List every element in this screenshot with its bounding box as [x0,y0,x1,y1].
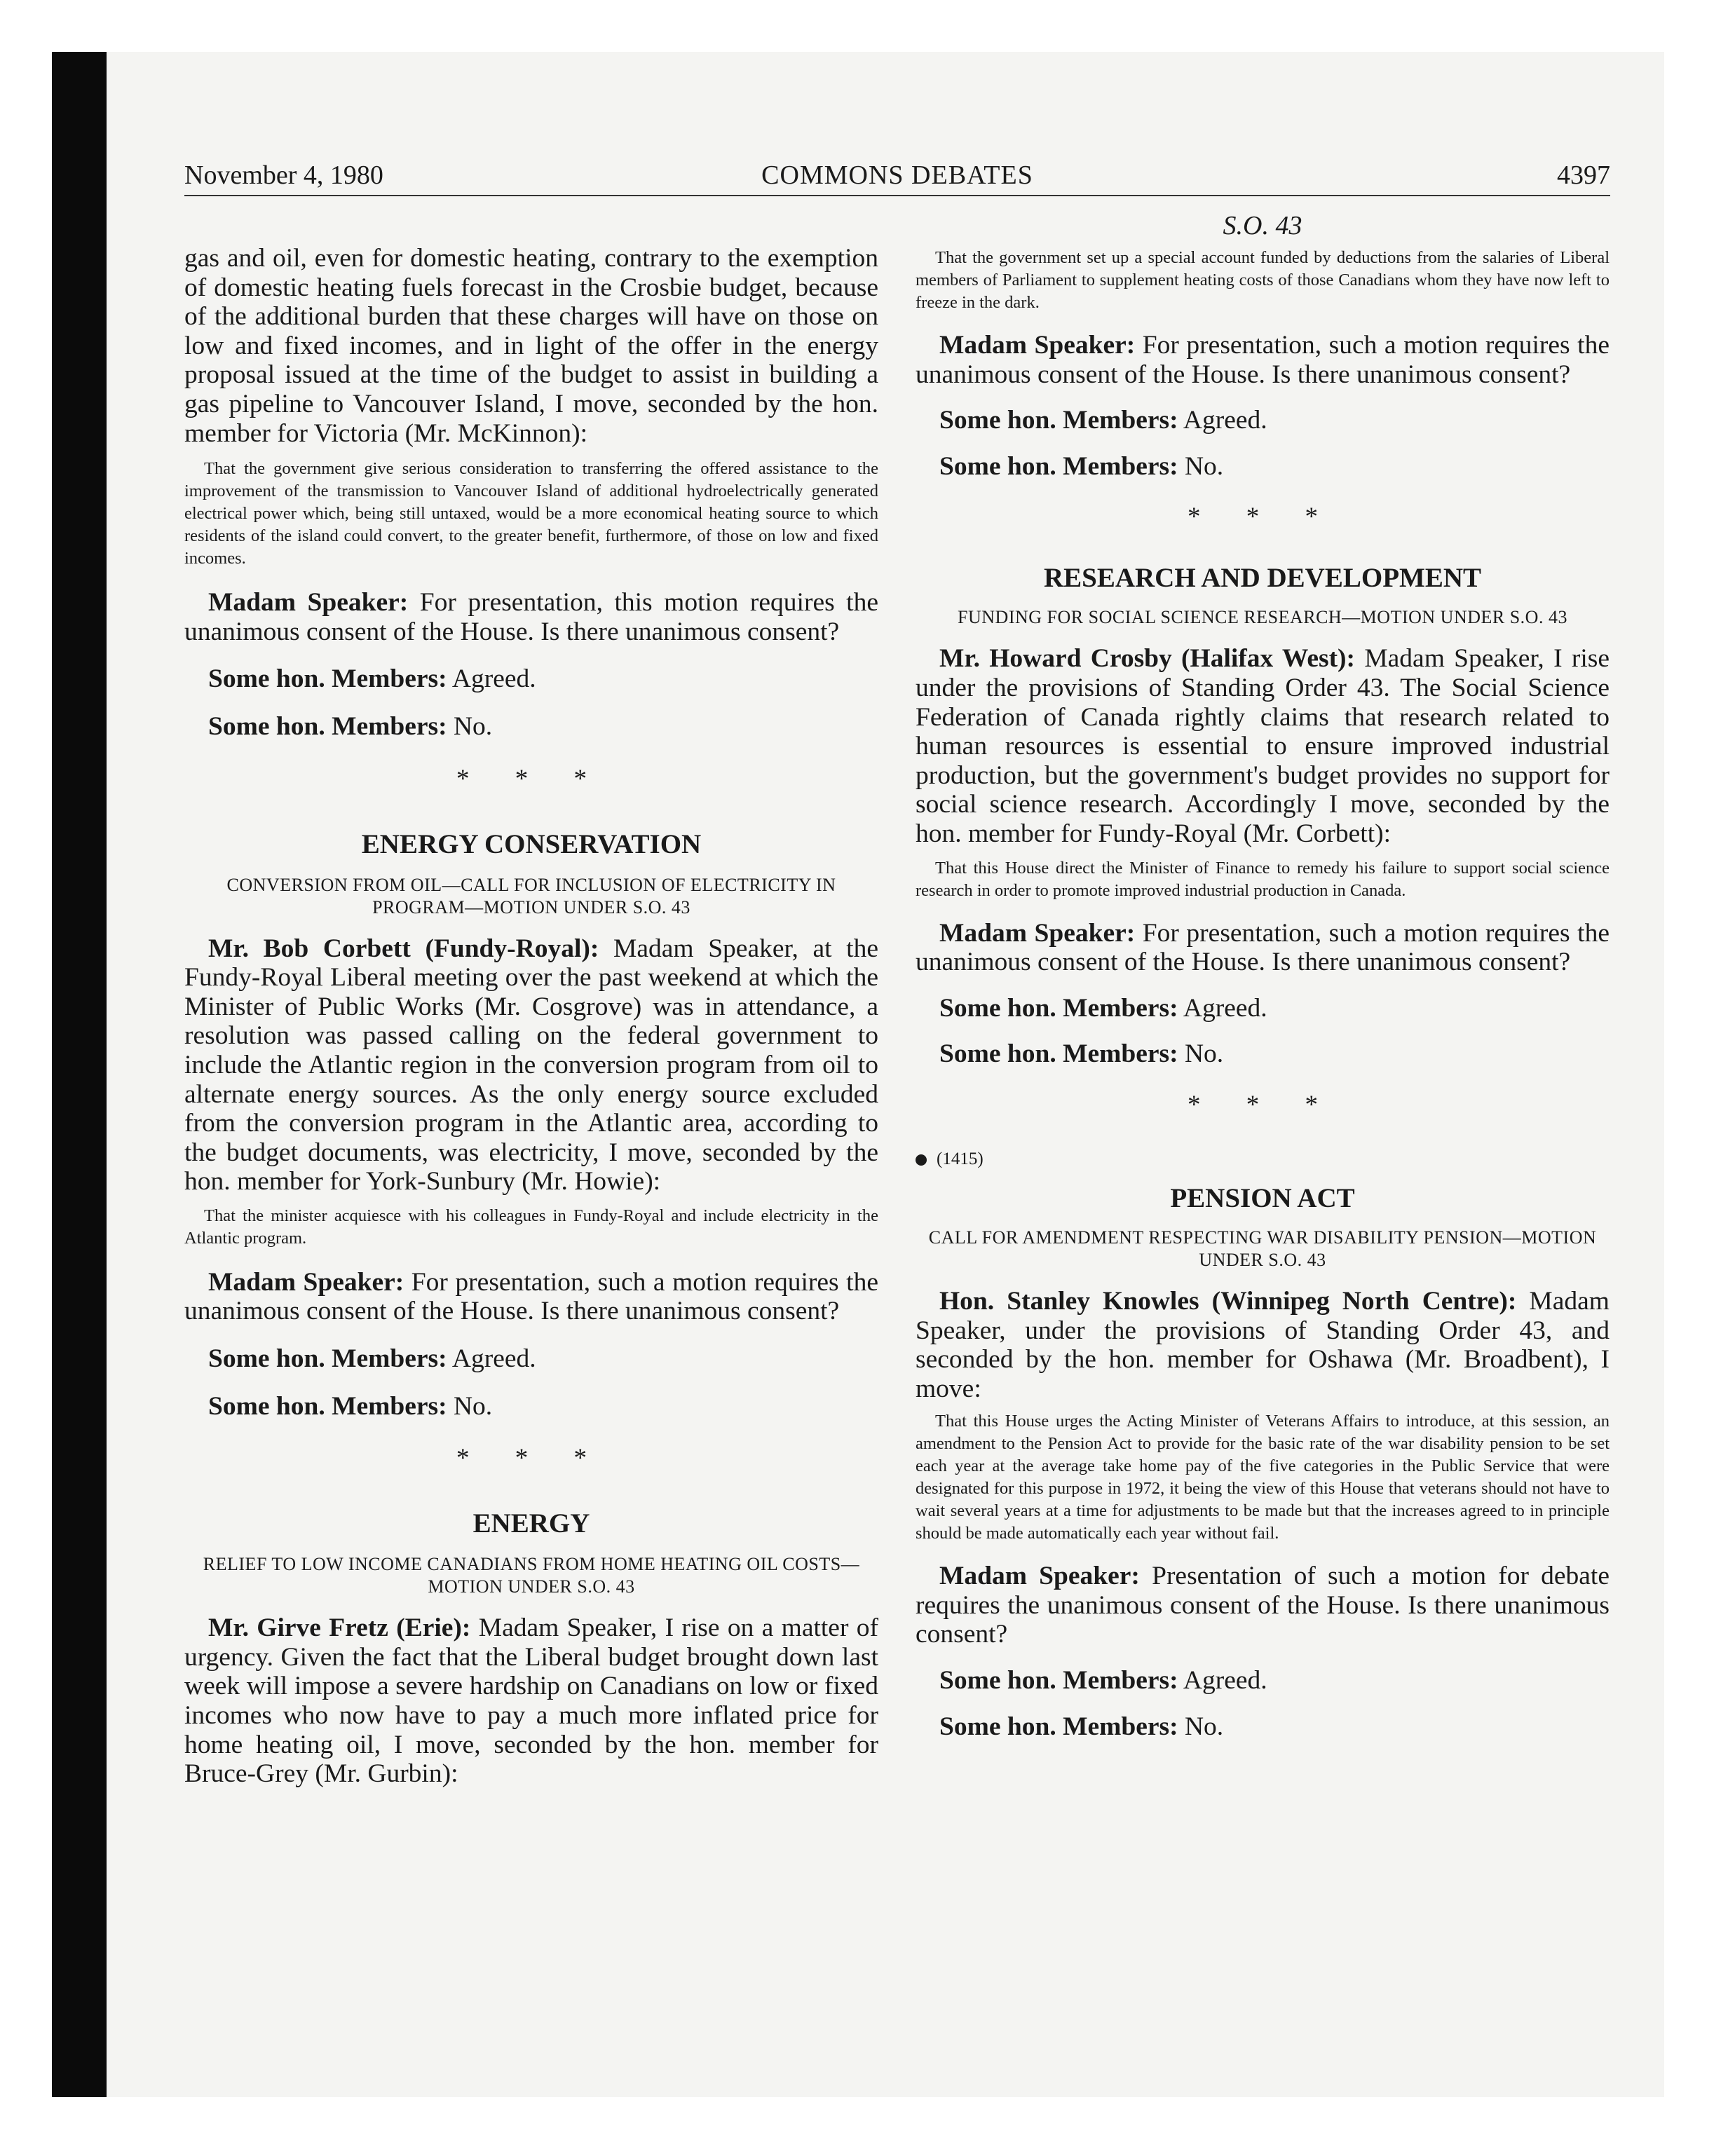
speaker-name: Some hon. Members: [208,711,447,741]
speaker-name: Some hon. Members: [208,664,447,694]
speaker-name: Some hon. Members: [939,1712,1178,1741]
left-column [184,210,878,1789]
section-separator: * * * [456,1444,606,1473]
section-subheading: CALL FOR AMENDMENT RESPECTING WAR DISABILITY PENSION—MOTION UNDER S.O. 43 [928,1227,1597,1270]
speaker-name: Mr. Howard Crosby (Halifax West): [939,644,1356,674]
speaker-statement [916,1562,1610,1649]
speaker-statement [916,331,1610,389]
speaker-text: Madam Speaker, I rise under the provisions of Standing Order 43. The Social Science Federation of Canada rightly claims that research related to human resources is essential to ensure improved industrial production, but the government's budget provides no support for social science research. Accordingly I move, seconded by the hon. member for Fundy-Royal (Mr. Corbett): [916,644,1610,848]
opening-paragraph: gas and oil, even for domestic heating, contrary to the exemption of domestic heating fuels forecast in the Crosbie budget, because of the additional burden that these charges will have on those on low and fixed incomes, and in light of the offer in the energy proposal issued at the time of the budget to assist in building a gas pipeline to Vancouver Island, I move, seconded by the hon. member for Victoria (Mr. McKinnon): [184,244,878,448]
motion-text: That this House direct the Minister of Finance to remedy his failure to support social science research in order to promote improved industrial production in Canada. [916,858,1610,900]
members-response [184,1392,878,1421]
speaker-text: For presentation, such a motion requires the unanimous consent of the House. Is there unanimous consent? [916,918,1610,977]
speaker-text: Agreed. [1178,993,1267,1023]
members-response [916,994,1610,1023]
section-heading: ENERGY [472,1508,590,1539]
standing-order-title: S.O. 43 [1223,211,1302,240]
right-column [916,210,1610,1741]
section-separator: * * * [456,764,606,793]
speaker-text: Madam Speaker, I rise on a matter of urgency. Given the fact that the Liberal budget brought down last week will impose a severe hardship on Canadians on low or fixed incomes who now have to pay a much more inflated price for home heating oil, I move, seconded by the hon. member for Bruce-Grey (Mr. Gurbin): [184,1613,878,1789]
motion-text: That the government give serious consideration to transferring the offered assistance to the improvement of the transmission to Vancouver Island of additional hydroelectrically generated electrical power which, being still untaxed, would be a more economical heating source to which residents of the island could convert, to the greater benefit, furthermore, of those on low and fixed incomes. [184,459,878,568]
members-response [916,452,1610,482]
members-response [916,1039,1610,1069]
section-subheading: CONVERSION FROM OIL—CALL FOR INCLUSION OF ELECTRICITY IN PROGRAM—MOTION UNDER S.O. 43 [226,874,836,917]
speaker-text: No. [447,1391,493,1421]
motion-text: That the minister acquiesce with his colleagues in Fundy-Royal and include electricity in the Atlantic program. [184,1206,878,1248]
speaker-statement [916,919,1610,977]
member-statement [916,644,1610,848]
section-separator: * * * [1188,1090,1338,1119]
member-statement [184,1613,878,1789]
speaker-name: Mr. Girve Fretz (Erie): [208,1613,471,1643]
speaker-text: No. [1178,451,1224,481]
members-response [184,664,878,694]
section-heading: ENERGY CONSERVATION [361,828,702,859]
speaker-name: Hon. Stanley Knowles (Winnipeg North Centre): [939,1286,1517,1316]
section-heading: RESEARCH AND DEVELOPMENT [1043,563,1482,594]
bullet-icon [916,1154,927,1166]
speaker-name: Some hon. Members: [939,1666,1178,1696]
members-response [916,1712,1610,1742]
time-marker [916,1148,1610,1171]
speaker-text: Agreed. [447,1344,536,1374]
speaker-text: No. [1178,1712,1224,1741]
speaker-statement [184,588,878,646]
speaker-text: Agreed. [447,664,536,694]
section-separator: * * * [1188,503,1338,532]
member-statement [184,934,878,1196]
speaker-text: No. [1178,1039,1224,1069]
speaker-name: Some hon. Members: [208,1391,447,1421]
speaker-name: Madam Speaker: [208,1267,404,1297]
header-date: November 4, 1980 [184,161,383,190]
speaker-name: Some hon. Members: [939,406,1178,435]
speaker-name: Madam Speaker: [939,1562,1140,1591]
speaker-text: For presentation, this motion requires the unanimous consent of the House. Is there unanimous consent? [184,588,878,646]
speaker-name: Madam Speaker: [939,331,1136,360]
speaker-name: Some hon. Members: [208,1344,447,1374]
section-subheading: RELIEF TO LOW INCOME CANADIANS FROM HOME HEATING OIL COSTS—MOTION UNDER S.O. 43 [203,1554,860,1597]
time-marker-text: (1415) [937,1149,984,1168]
speaker-statement [184,1268,878,1326]
speaker-text: Agreed. [1178,1666,1267,1696]
speaker-text: Madam Speaker, at the Fundy-Royal Liberal meeting over the past weekend at which the Minister of Public Works (Mr. Cosgrove) was in attendance, a resolution was passed calling on the federal government to include the Atlantic region in the conversion program from oil to alternate energy sources. As the only energy source excluded from the conversion program in the Atlantic area, according to the budget documents, was electricity, I move, seconded by the hon. member for York-Sunbury (Mr. Howie): [184,934,878,1196]
section-heading: PENSION ACT [1170,1182,1355,1213]
speaker-text: For presentation, such a motion requires the unanimous consent of the House. Is there unanimous consent? [916,331,1610,389]
header-page-number: 4397 [1557,161,1610,190]
members-response [184,1344,878,1374]
speaker-name: Some hon. Members: [939,1039,1178,1069]
speaker-name: Some hon. Members: [939,993,1178,1023]
speaker-text: Madam Speaker, under the provisions of Standing Order 43, and seconded by the hon. member for Oshawa (Mr. Broadbent), I move: [916,1286,1610,1403]
header-title: COMMONS DEBATES [761,161,1033,190]
member-statement [916,1287,1610,1403]
speaker-name: Some hon. Members: [939,451,1178,481]
speaker-name: Madam Speaker: [208,588,409,618]
speaker-name: Madam Speaker: [939,918,1136,948]
speaker-text: Agreed. [1178,406,1267,435]
speaker-text: No. [447,711,493,741]
motion-text: That this House urges the Acting Minister of Veterans Affairs to introduce, at this session, an amendment to the Pension Act to provide for the basic rate of the war disability pension to be set each year at the average take home pay of the five categories in the Public Service that were designated for this purpose in 1972, it being the view of this House that veterans should not have to wait several years at a time for adjustments to be made but that the increases agreed to in principle should be made automatically each year without fail. [916,1412,1610,1543]
scan-edge-bar [52,52,107,2097]
motion-text: That the government set up a special account funded by deductions from the salaries of Liberal members of Parliament to supplement heating costs of those Canadians whom they have now left to freeze in the dark. [916,248,1610,312]
speaker-name: Mr. Bob Corbett (Fundy-Royal): [208,934,599,963]
speaker-text: For presentation, such a motion requires the unanimous consent of the House. Is there unanimous consent? [184,1267,878,1326]
section-subheading: FUNDING FOR SOCIAL SCIENCE RESEARCH—MOTION UNDER S.O. 43 [958,607,1567,628]
speaker-text: Presentation of such a motion for debate requires the unanimous consent of the House. Is there unanimous consent? [916,1562,1610,1649]
members-response [916,406,1610,435]
page-header [184,158,1610,196]
members-response [184,712,878,742]
members-response [916,1666,1610,1696]
